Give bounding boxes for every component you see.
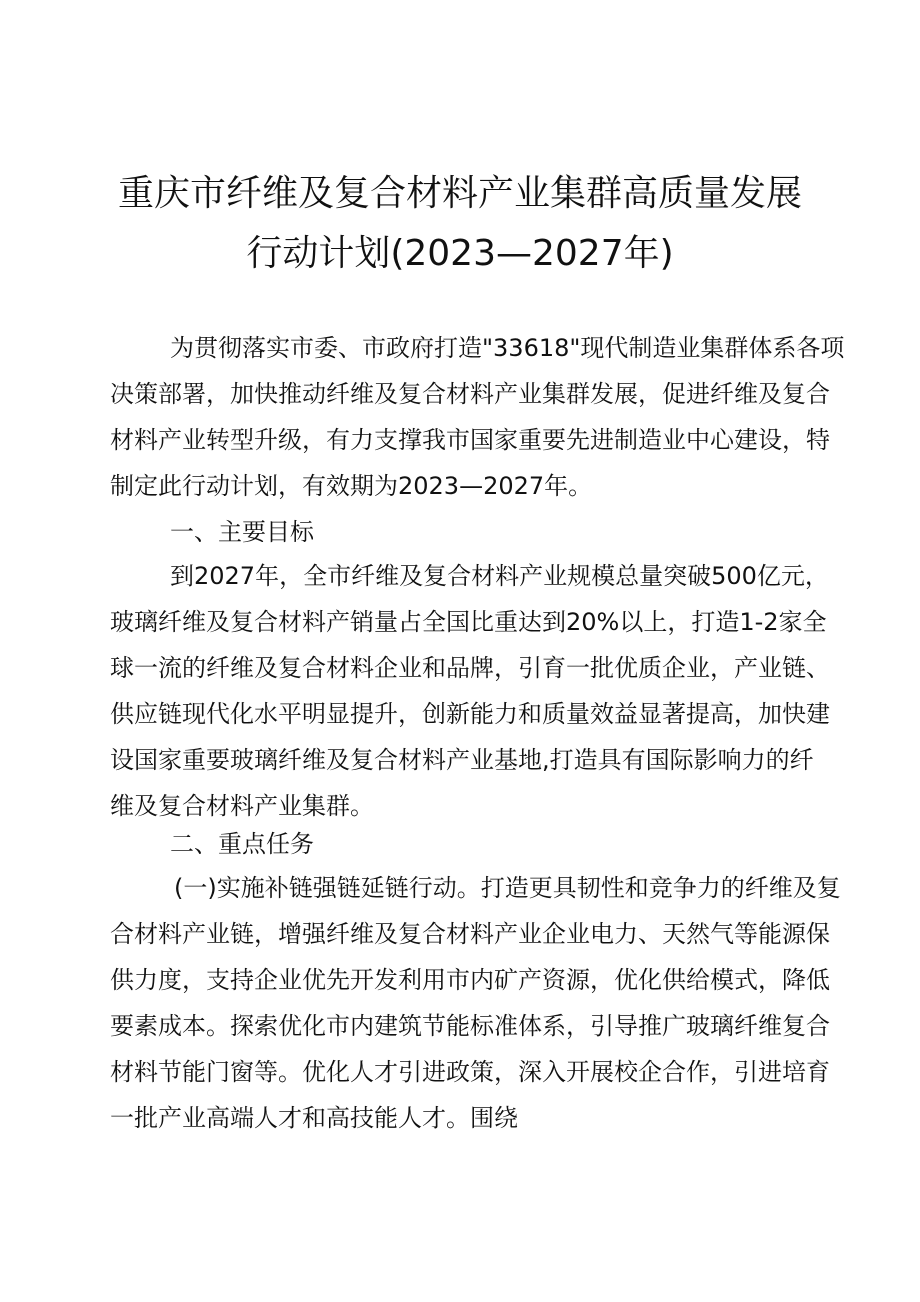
- body-line: 要素成本。探索优化市内建筑节能标准体系，引导推广玻璃纤维复合: [110, 1012, 830, 1040]
- body-line: 球一流的纤维及复合材料企业和品牌，引育一批优质企业，产业链、: [110, 654, 830, 682]
- section-heading-tasks: 二、重点任务: [170, 830, 314, 858]
- body-line: 决策部署，加快推动纤维及复合材料产业集群发展，促进纤维及复合: [110, 380, 830, 408]
- body-line: 供力度，支持企业优先开发利用市内矿产资源，优化供给模式，降低: [110, 966, 830, 994]
- body-line: 合材料产业链，增强纤维及复合材料产业企业电力、天然气等能源保: [110, 920, 830, 948]
- body-line: 材料产业转型升级，有力支撑我市国家重要先进制造业中心建设，特: [110, 426, 830, 454]
- body-line: 玻璃纤维及复合材料产销量占全国比重达到20%以上，打造1-2家全: [110, 608, 827, 636]
- body-line: 为贯彻落实市委、市政府打造"33618"现代制造业集群体系各项: [170, 334, 845, 362]
- body-line: 设国家重要玻璃纤维及复合材料产业基地,打造具有国际影响力的纤: [110, 746, 814, 774]
- body-line: 制定此行动计划，有效期为2023—2027年。: [110, 472, 593, 500]
- body-line: 到2027年，全市纤维及复合材料产业规模总量突破500亿元，: [170, 562, 829, 590]
- body-line: (一)实施补链强链延链行动。打造更具韧性和竞争力的纤维及复: [174, 874, 841, 902]
- body-line: 供应链现代化水平明显提升，创新能力和质量效益显著提高，加快建: [110, 700, 830, 728]
- section-heading-goals: 一、主要目标: [170, 518, 314, 546]
- body-line: 材料节能门窗等。优化人才引进政策，深入开展校企合作，引进培育: [110, 1058, 830, 1086]
- body-line: 维及复合材料产业集群。: [110, 792, 374, 820]
- body-line: 一批产业高端人才和高技能人才。围绕: [110, 1104, 518, 1132]
- document-title-line-2: 行动计划(2023—2027年): [246, 233, 674, 274]
- document-title-line-1: 重庆市纤维及复合材料产业集群高质量发展: [117, 173, 802, 214]
